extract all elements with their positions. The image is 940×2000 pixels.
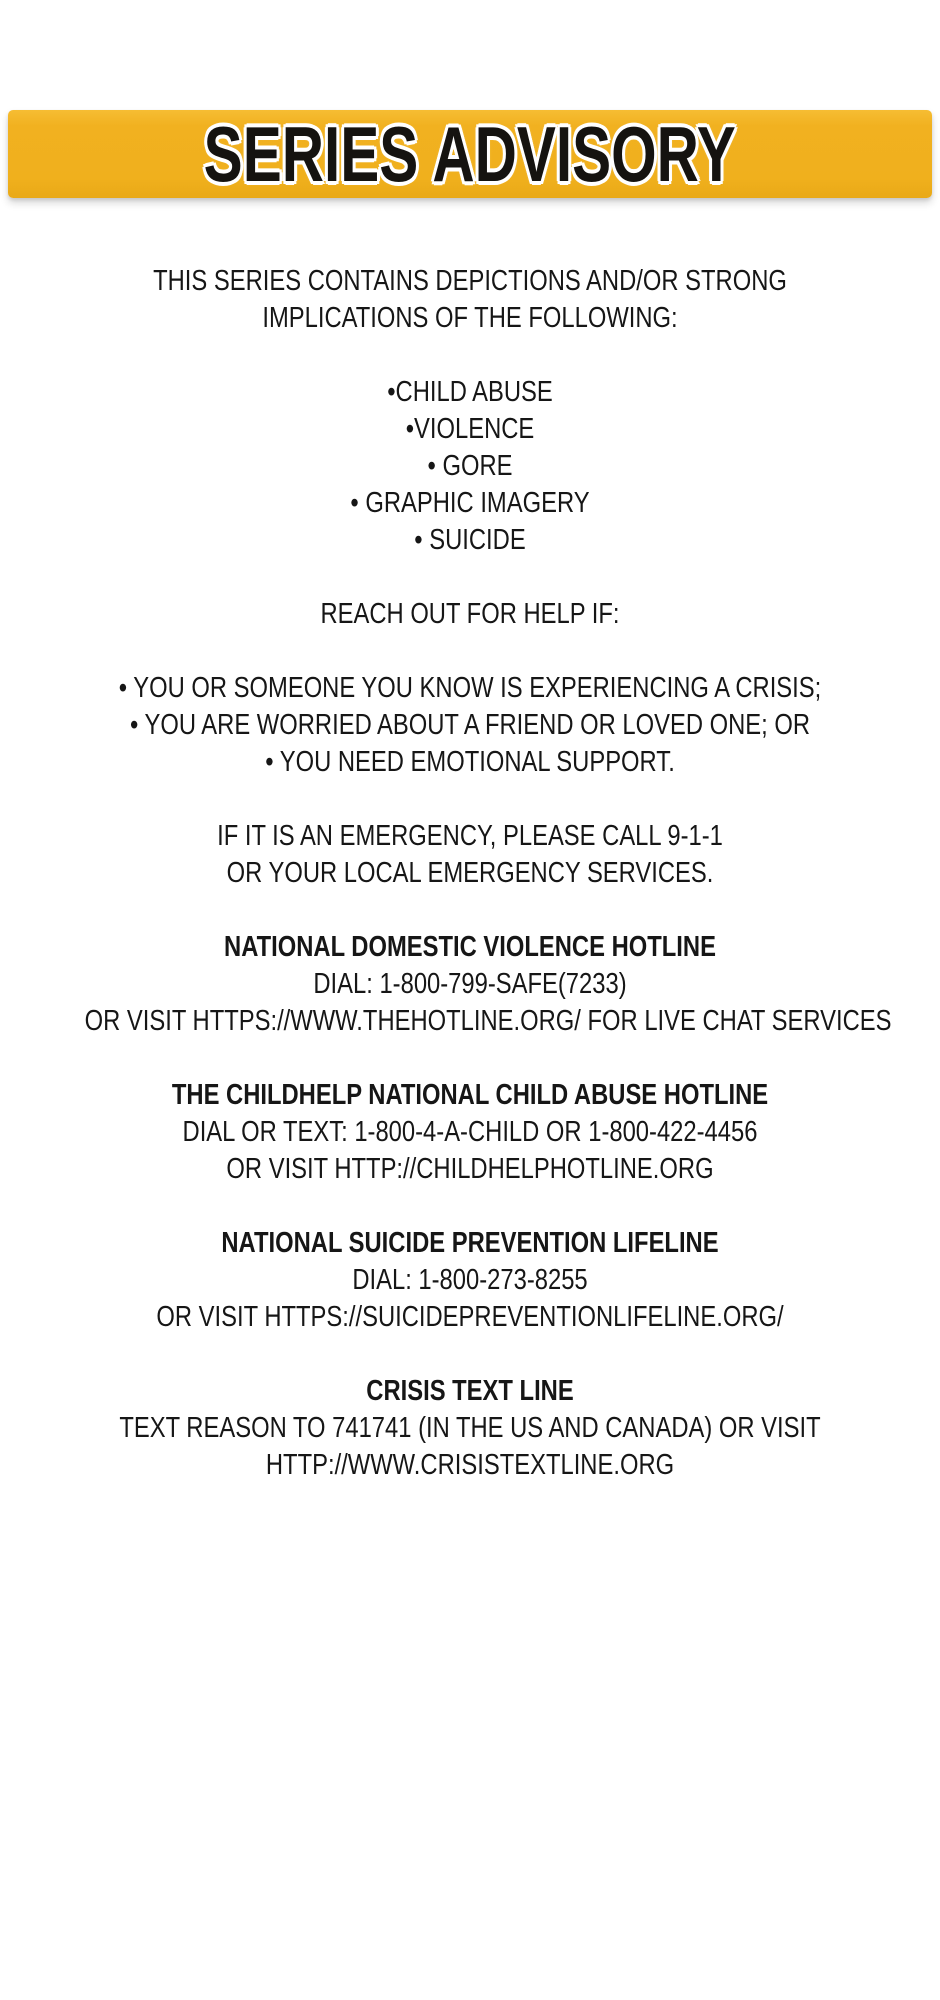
reach-out-conditions-list bbox=[85, 670, 856, 781]
hotline-name: THE CHILDHELP NATIONAL CHILD ABUSE HOTLINE bbox=[171, 1079, 769, 1111]
hotline-name: NATIONAL DOMESTIC VIOLENCE HOTLINE bbox=[224, 931, 716, 963]
hotline-detail: OR VISIT HTTPS://WWW.THEHOTLINE.ORG/ FOR LIVE CHAT SERVICES bbox=[84, 1005, 892, 1037]
hotline-detail: DIAL: 1-800-273-8255 bbox=[352, 1264, 588, 1296]
reach-out-condition-item: • YOU ARE WORRIED ABOUT A FRIEND OR LOVED ONE; OR bbox=[129, 709, 811, 741]
hotline-section-crisis-text-line bbox=[85, 1373, 856, 1484]
banner-title: SERIES ADVISORY bbox=[203, 109, 737, 198]
intro-line: IMPLICATIONS OF THE FOLLOWING: bbox=[262, 302, 678, 334]
content-warning-item: •VIOLENCE bbox=[405, 413, 535, 445]
hotline-section-suicide-prevention bbox=[85, 1225, 856, 1336]
reach-out-heading-section bbox=[85, 596, 856, 633]
hotline-name: CRISIS TEXT LINE bbox=[366, 1375, 574, 1407]
emergency-line: IF IT IS AN EMERGENCY, PLEASE CALL 9-1-1 bbox=[217, 820, 723, 852]
content-warning-item: •CHILD ABUSE bbox=[387, 376, 553, 408]
content-warning-item: • GRAPHIC IMAGERY bbox=[350, 487, 590, 519]
reach-out-heading: REACH OUT FOR HELP IF: bbox=[320, 598, 620, 630]
hotline-section-domestic-violence bbox=[84, 929, 892, 1040]
content-warnings-list bbox=[85, 374, 856, 559]
hotline-detail: DIAL: 1-800-799-SAFE(7233) bbox=[313, 968, 627, 1000]
content-warning-item: • GORE bbox=[427, 450, 513, 482]
reach-out-condition-item: • YOU NEED EMOTIONAL SUPPORT. bbox=[265, 746, 675, 778]
content-warning-item: • SUICIDE bbox=[414, 524, 526, 556]
emergency-section bbox=[85, 818, 856, 892]
series-advisory-banner bbox=[8, 110, 932, 198]
hotline-detail: TEXT REASON TO 741741 (IN THE US AND CANADA) OR VISIT bbox=[119, 1412, 821, 1444]
hotline-detail: OR VISIT HTTP://CHILDHELPHOTLINE.ORG bbox=[226, 1153, 714, 1185]
emergency-line: OR YOUR LOCAL EMERGENCY SERVICES. bbox=[226, 857, 714, 889]
hotline-detail: DIAL OR TEXT: 1-800-4-A-CHILD OR 1-800-422-4456 bbox=[182, 1116, 758, 1148]
hotline-section-child-abuse bbox=[85, 1077, 856, 1188]
intro-section bbox=[85, 263, 856, 337]
hotline-name: NATIONAL SUICIDE PREVENTION LIFELINE bbox=[221, 1227, 719, 1259]
intro-line: THIS SERIES CONTAINS DEPICTIONS AND/OR STRONG bbox=[153, 265, 787, 297]
advisory-content bbox=[84, 263, 892, 1521]
reach-out-condition-item: • YOU OR SOMEONE YOU KNOW IS EXPERIENCING A CRISIS; bbox=[118, 672, 822, 704]
hotline-detail: OR VISIT HTTPS://SUICIDEPREVENTIONLIFELINE.ORG/ bbox=[156, 1301, 784, 1333]
hotline-detail: HTTP://WWW.CRISISTEXTLINE.ORG bbox=[265, 1449, 675, 1481]
